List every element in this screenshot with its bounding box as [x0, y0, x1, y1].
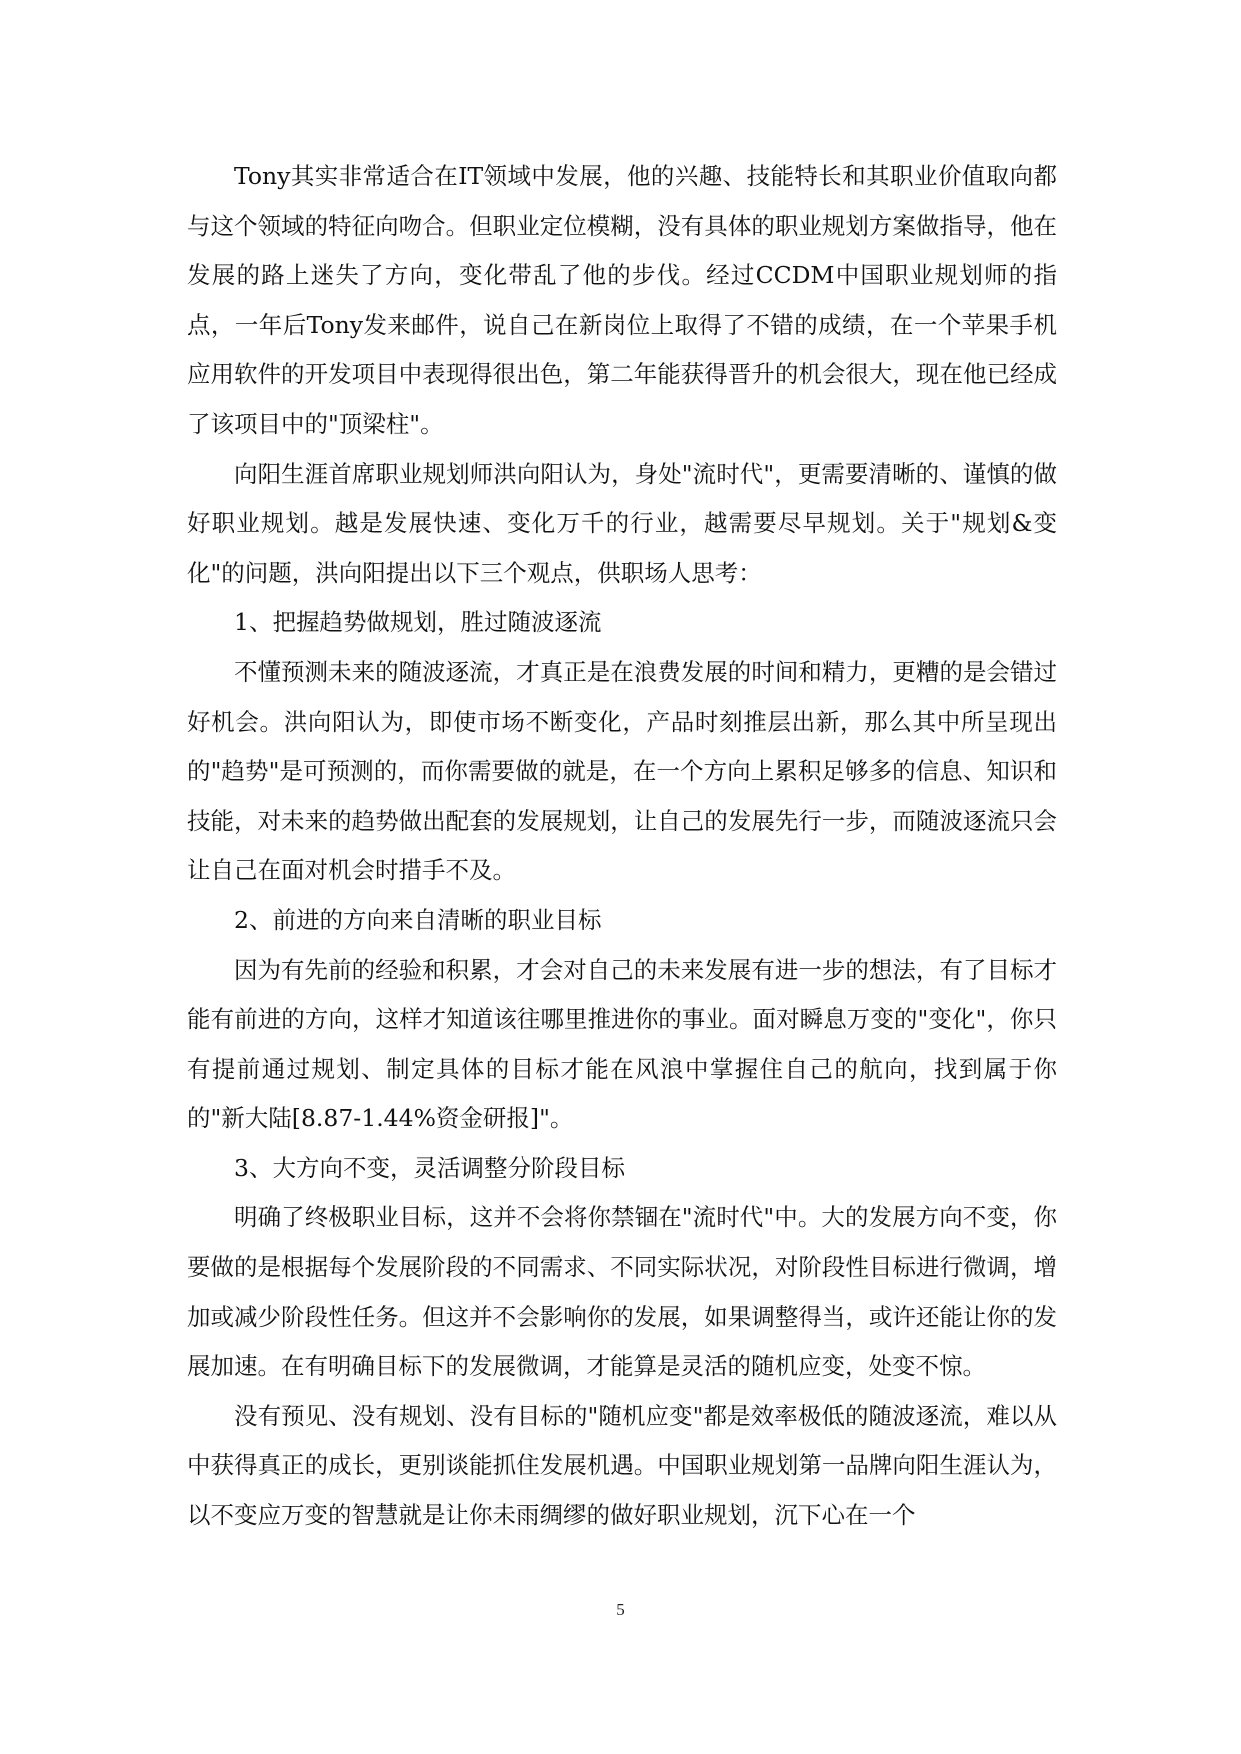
page-number: 5	[616, 1600, 625, 1619]
paragraph-hong-view: 向阳生涯首席职业规划师洪向阳认为，身处"流时代"，更需要清晰的、谨慎的做好职业规划。越是发展快速、变化万千的行业，越需要尽早规划。关于"规划&变化"的问题，洪向阳提出以下三个观点，供职场人思考：	[187, 459, 1057, 587]
heading-point-3: 3、大方向不变，灵活调整分阶段目标	[234, 1153, 625, 1182]
body-text	[187, 152, 1057, 1541]
paragraph-point-1: 不懂预测未来的随波逐流，才真正是在浪费发展的时间和精力，更糟的是会错过好机会。洪向阳认为，即使市场不断变化，产品时刻推层出新，那么其中所呈现出的"趋势"是可预测的，而你需要做的就是，在一个方向上累积足够多的信息、知识和技能，对未来的趋势做出配套的发展规划，让自己的发展先行一步，而随波逐流只会让自己在面对机会时措手不及。	[187, 657, 1057, 885]
paragraph-conclusion: 没有预见、没有规划、没有目标的"随机应变"都是效率极低的随波逐流，难以从中获得真正的成长，更别谈能抓住发展机遇。中国职业规划第一品牌向阳生涯认为，以不变应万变的智慧就是让你未雨绸缪的做好职业规划，沉下心在一个	[187, 1401, 1057, 1530]
heading-point-1: 1、把握趋势做规划，胜过随波逐流	[234, 608, 602, 637]
paragraph-point-3: 明确了终极职业目标，这并不会将你禁锢在"流时代"中。大的发展方向不变，你要做的是根据每个发展阶段的不同需求、不同实际状况，对阶段性目标进行微调，增加或减少阶段性任务。但这并不会影响你的发展，如果调整得当，或许还能让你的发展加速。在有明确目标下的发展微调，才能算是灵活的随机应变，处变不惊。	[187, 1203, 1057, 1381]
heading-point-2: 2、前进的方向来自清晰的职业目标	[234, 905, 602, 934]
paragraph-point-2: 因为有先前的经验和积累，才会对自己的未来发展有进一步的想法，有了目标才能有前进的方向，这样才知道该往哪里推进你的事业。面对瞬息万变的"变化"，你只有提前通过规划、制定具体的目标才能在风浪中掌握住自己的航向，找到属于你的"新大陆[8.87-1.44%资金研报]"。	[187, 955, 1057, 1133]
paragraph-tony-story: Tony其实非常适合在IT领域中发展，他的兴趣、技能特长和其职业价值取向都与这个领域的特征向吻合。但职业定位模糊，没有具体的职业规划方案做指导，他在发展的路上迷失了方向，变化带乱了他的步伐。经过CCDM中国职业规划师的指点，一年后Tony发来邮件，说自己在新岗位上取得了不错的成绩，在一个苹果手机应用软件的开发项目中表现得很出色，第二年能获得晋升的机会很大，现在他已经成了该项目中的"顶梁柱"。	[187, 162, 1057, 438]
